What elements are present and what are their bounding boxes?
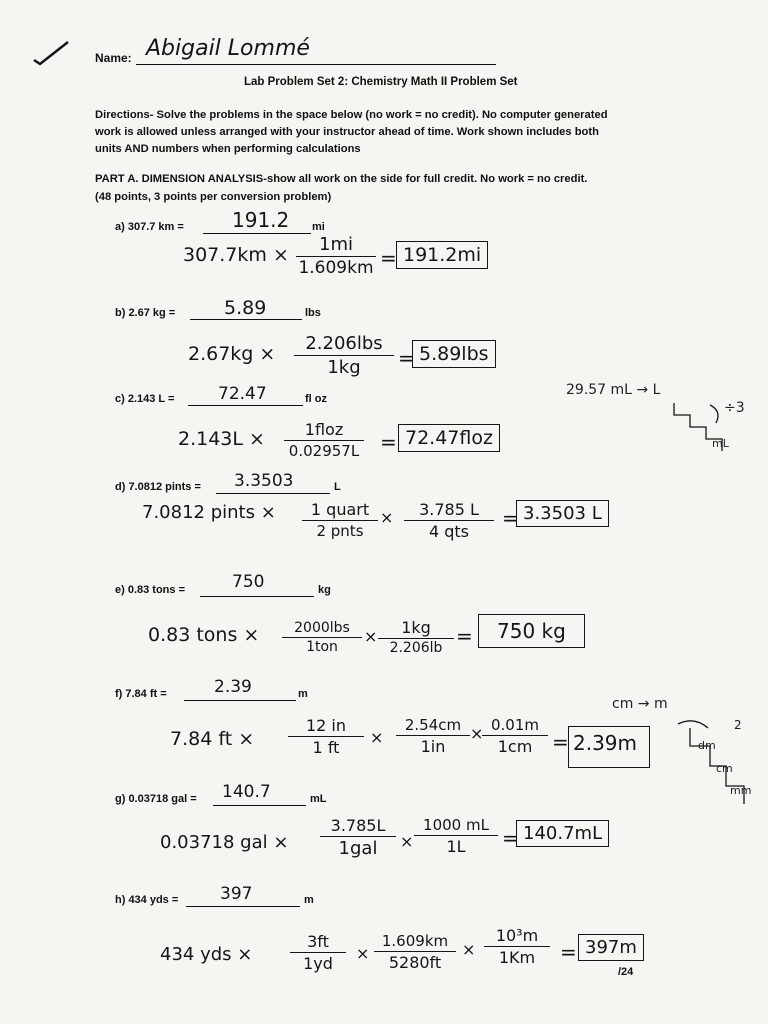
problem-h-result: 397m (578, 934, 644, 961)
problem-e-answer: 750 (232, 572, 265, 592)
problem-f-result: 2.39m (568, 726, 650, 768)
problem-h-factor-2b: 1.609km 5280ft (374, 932, 456, 972)
problem-a-answer: 191.2 (232, 208, 290, 232)
problem-a-answer-line (203, 233, 311, 234)
problem-h-unit: m (304, 894, 314, 906)
margin-note-f: cm → m (612, 696, 668, 712)
problem-e-factor-1: 2000lbs 1ton (282, 620, 362, 655)
problem-g-factor-2: 1000 mL 1L (414, 816, 498, 856)
problem-a-start: 307.7km × (183, 244, 289, 266)
problem-f-unit: m (298, 688, 308, 700)
problem-a-unit: mi (312, 221, 325, 233)
name-line (136, 64, 496, 65)
margin-note-f-cm: cm (716, 762, 733, 775)
margin-note-c: 29.57 mL → L (566, 382, 661, 398)
problem-g-unit: mL (310, 793, 327, 805)
problem-h-prompt: h) 434 yds = (115, 894, 179, 906)
problem-d-factor-1: 1 quart 2 pnts (302, 500, 378, 540)
part-title: PART A. DIMENSION ANALYSIS-show all work on the side for full credit. No work = no credit. (95, 173, 588, 185)
margin-note-c-ml: mL (712, 437, 729, 450)
problem-a-result: 191.2mi (396, 241, 488, 269)
margin-note-c-divide: ÷3 (724, 400, 745, 416)
problem-f-prompt: f) 7.84 ft = (115, 688, 167, 700)
page-title: Lab Problem Set 2: Chemistry Math II Problem Set (244, 76, 518, 88)
problem-e-unit: kg (318, 584, 331, 596)
problem-h-answer: 397 (220, 884, 253, 904)
directions: Directions- Solve the problems in the space below (no work = no credit). No computer generated work is allowed unless arranged with your instructor ahead of time. Work shown includes both units AND numbers when performing calculations (95, 109, 608, 155)
problem-f-start: 7.84 ft × (170, 728, 255, 750)
score-label: /24 (618, 966, 634, 978)
problem-d-prompt: d) 7.0812 pints = (115, 481, 201, 493)
name-label: Name: (95, 51, 132, 65)
check-mark-icon (30, 38, 74, 70)
problem-d-answer-line (216, 493, 330, 494)
problem-a-factor-1: 1mi 1.609km (296, 234, 376, 278)
problem-g-answer: 140.7 (222, 782, 271, 802)
margin-note-f-2: 2 (734, 718, 742, 732)
problem-d-result: 3.3503 L (516, 500, 609, 527)
problem-e-factor-2: 1kg 2.206lb (378, 618, 454, 656)
problem-g-prompt: g) 0.03718 gal = (115, 793, 197, 805)
problem-f-factor-2: 2.54cm 1in (396, 716, 470, 756)
problem-e-start: 0.83 tons × (148, 624, 260, 646)
problem-f-answer: 2.39 (214, 677, 252, 697)
problem-f-factor-1: 12 in 1 ft (288, 716, 364, 757)
problem-c-prompt: c) 2.143 L = (115, 393, 175, 405)
worksheet-page: Name: Abigail Lommé Lab Problem Set 2: Chemistry Math II Problem Set Directions- Solve the problems in the space below (no work = no credit). No computer generated work is allowed unless arranged with your instructor ahead of time. Work shown includes both units AND numbers when performing calculations PART A. DIMENSION ANALYSIS-show all work on the side for full credit. No work = no credit. (48 points, 3 points per conversion problem) a) 307.7 km = 191.2 mi 307.7km × 1mi 1.609km = 191.2mi b) 2.67 kg = 5.89 lbs 2.67kg × 2.206lbs 1kg = 5.89lbs c) 2.143 L = 72.47 fl oz 2.143L × 1floz 0.02957L = 72.47floz 29.57 mL → L ÷3 mL d) 7.0812 pints = 3.3503 L 7.0812 pints × 1 quart 2 pnts × 3.785 L 4 qts = 3.3503 L e) 0.83 tons = 750 kg 0.83 tons × 2000lbs 1ton × 1kg 2.206lb = 750 kg f) 7.84 ft = 2.39 m 7.84 ft × 12 in 1 ft × 2.54cm 1in × 0.01m 1cm = 2.39m cm → m 2 dm cm mm g) 0.03718 gal = 140.7 mL 0.03718 gal × 3.785L 1gal × 1000 mL 1L = 140.7mL h) 434 yds = 397 m 434 yds × 3ft 1yd × 1.609km 5280ft × 10³m 1Km = 397m /24 (0, 0, 768, 1024)
problem-b-result: 5.89lbs (412, 340, 496, 368)
problem-b-answer: 5.89 (224, 297, 267, 319)
problem-h-factor-3: 10³m 1Km (484, 926, 550, 967)
problem-g-start: 0.03718 gal × (160, 832, 289, 853)
problem-f-factor-3: 0.01m 1cm (482, 716, 548, 756)
student-name: Abigail Lommé (146, 36, 310, 61)
problem-g-result: 140.7mL (516, 820, 609, 847)
margin-note-f-dm: dm (698, 739, 716, 752)
part-points: (48 points, 3 points per conversion problem) (95, 191, 332, 203)
problem-b-factor-1: 2.206lbs 1kg (294, 333, 394, 378)
problem-d-factor-2: 3.785 L 4 qts (404, 500, 494, 541)
problem-f-answer-line (184, 700, 296, 701)
problem-e-result: 750 kg (478, 614, 585, 648)
problem-c-answer-line (188, 405, 303, 406)
problem-g-answer-line (213, 805, 306, 806)
problem-c-unit: fl oz (305, 393, 327, 405)
problem-b-unit: lbs (305, 307, 321, 319)
problem-d-answer: 3.3503 (234, 471, 294, 491)
problem-b-start: 2.67kg × (188, 343, 276, 365)
problem-d-start: 7.0812 pints × (142, 502, 276, 523)
problem-b-prompt: b) 2.67 kg = (115, 307, 176, 319)
problem-h-answer-line (186, 906, 300, 907)
problem-d-unit: L (334, 481, 341, 493)
problem-h-start: 434 yds × (160, 944, 253, 965)
margin-note-f-mm: mm (730, 784, 752, 797)
problem-e-answer-line (200, 596, 314, 597)
problem-c-answer: 72.47 (218, 384, 267, 404)
problem-b-answer-line (190, 319, 302, 320)
problem-e-prompt: e) 0.83 tons = (115, 584, 186, 596)
problem-c-start: 2.143L × (178, 428, 265, 450)
problem-h-factor-1: 3ft 1yd (290, 932, 346, 973)
problem-g-factor-1: 3.785L 1gal (320, 816, 396, 859)
problem-c-factor-1: 1floz 0.02957L (284, 420, 364, 460)
problem-a-prompt: a) 307.7 km = (115, 221, 184, 233)
problem-c-result: 72.47floz (398, 424, 500, 452)
